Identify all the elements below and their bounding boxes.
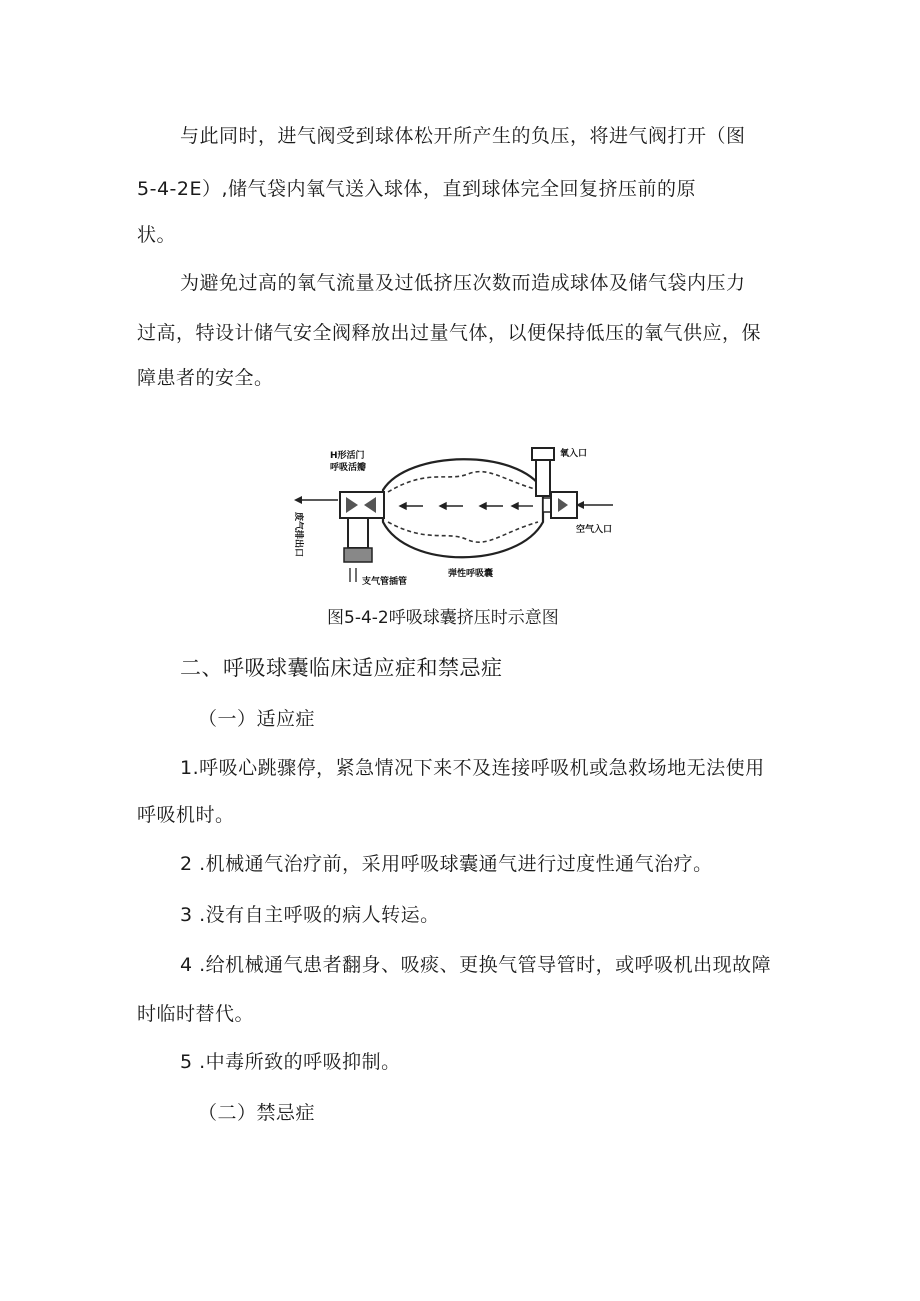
item-5: 5 .中毒所致的呼吸抑制。 xyxy=(180,1051,401,1073)
label-tube: 支气管插管 xyxy=(362,577,408,587)
item-4-line-2: 时临时替代。 xyxy=(137,1003,255,1025)
item-4-line-1: 4 .给机械通气患者翻身、吸痰、更换气管导管时，或呼吸机出现故障 xyxy=(180,954,772,976)
label-exhaust: 废气排出口 xyxy=(293,512,303,558)
subsection-contraindications: （二）禁忌症 xyxy=(198,1102,316,1124)
flow-arrows xyxy=(400,503,533,509)
label-h-valve: H形活门 xyxy=(330,451,365,461)
breathing-bag-diagram xyxy=(288,440,633,590)
section-heading: 二、呼吸球囊临床适应症和禁忌症 xyxy=(180,656,503,680)
exhaust-arrow xyxy=(294,496,302,504)
paragraph-2-line-1: 为避免过高的氧气流量及过低挤压次数而造成球体及储气袋内压力 xyxy=(180,272,746,294)
oxygen-inlet-tube xyxy=(536,458,550,496)
figure-caption: 图5-4-2呼吸球囊挤压时示意图 xyxy=(327,608,559,628)
valve-stem xyxy=(348,518,368,548)
breathing-bag-svg xyxy=(288,440,633,590)
label-breathing-valve: 呼吸活瓣 xyxy=(330,463,367,473)
bag-compressed-top xyxy=(388,472,538,492)
item-3: 3 .没有自主呼吸的病人转运。 xyxy=(180,904,440,926)
bag-compressed-bottom xyxy=(388,522,538,542)
label-elastic-bag: 弹性呼吸囊 xyxy=(448,569,494,579)
paragraph-1-line-3: 状。 xyxy=(137,224,177,246)
tube-connector xyxy=(344,548,372,562)
item-1-line-1: 1.呼吸心跳骤停，紧急情况下来不及连接呼吸机或急救场地无法使用 xyxy=(180,757,765,779)
paragraph-2-line-2: 过高，特设计储气安全阀释放出过量气体，以便保持低压的氧气供应，保 xyxy=(137,322,762,344)
paragraph-1-line-2: 5-4-2E）,储气袋内氧气送入球体，直到球体完全回复挤压前的原 xyxy=(137,178,697,200)
paragraph-1-line-1: 与此同时，进气阀受到球体松开所产生的负压，将进气阀打开（图 xyxy=(180,125,746,147)
paragraph-2-line-3: 障患者的安全。 xyxy=(137,367,274,389)
label-air-inlet: 空气入口 xyxy=(576,525,613,535)
subsection-indications: （一）适应症 xyxy=(198,708,316,730)
bag-outline xyxy=(383,459,543,557)
label-oxygen-inlet: 氧入口 xyxy=(560,449,588,459)
item-2: 2 .机械通气治疗前，采用呼吸球囊通气进行过度性通气治疗。 xyxy=(180,853,713,875)
item-1-line-2: 呼吸机时。 xyxy=(137,804,235,826)
tube-arrows xyxy=(350,568,356,582)
